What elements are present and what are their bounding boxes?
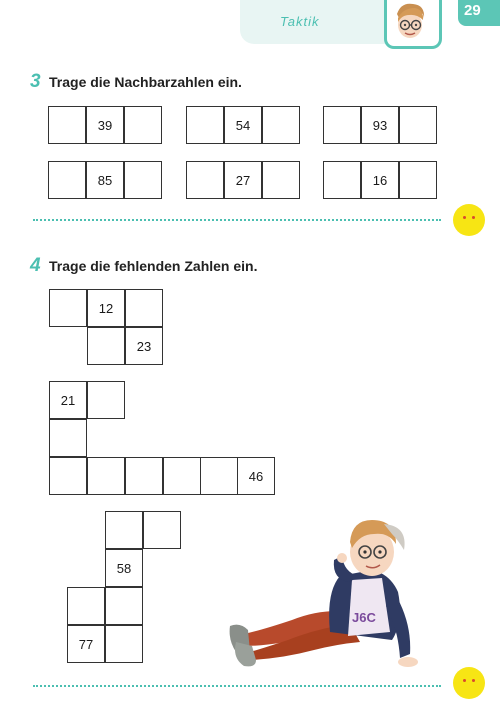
section-divider — [33, 219, 441, 221]
neighbor-group-5 — [186, 161, 300, 199]
grid-input-cell[interactable] — [49, 289, 87, 327]
neighbor-group-3 — [323, 106, 437, 144]
grid-input-cell[interactable] — [200, 457, 238, 495]
grid-given-cell: 46 — [237, 457, 275, 495]
neighbor-left-input[interactable] — [323, 161, 361, 199]
neighbor-group-4 — [48, 161, 162, 199]
neighbor-left-input[interactable] — [48, 106, 86, 144]
task-4-instruction: Trage die fehlenden Zahlen ein. — [49, 258, 258, 274]
neighbor-group-1 — [48, 106, 162, 144]
grid-input-cell[interactable] — [105, 625, 143, 663]
neighbor-left-input[interactable] — [48, 161, 86, 199]
neighbor-right-input[interactable] — [124, 106, 162, 144]
grid-input-cell[interactable] — [87, 327, 125, 365]
task-3-number: 3 — [30, 71, 41, 92]
section-divider-bottom — [33, 685, 441, 687]
grid-input-cell[interactable] — [125, 457, 163, 495]
grid-input-cell[interactable] — [125, 289, 163, 327]
grid-given-cell: 77 — [67, 625, 105, 663]
neighbor-middle-value: 85 — [86, 161, 124, 199]
grid-input-cell[interactable] — [87, 457, 125, 495]
task-4-number: 4 — [30, 255, 41, 276]
page-number: 29 — [464, 2, 481, 19]
neighbor-left-input[interactable] — [323, 106, 361, 144]
neighbor-group-6 — [323, 161, 437, 199]
tab-label: Taktik — [280, 14, 320, 29]
grid-input-cell[interactable] — [87, 381, 125, 419]
neighbor-middle-value: 16 — [361, 161, 399, 199]
shirt-text: J6C — [352, 610, 376, 625]
grid-input-cell[interactable] — [49, 457, 87, 495]
task-3-instruction: Trage die Nachbarzahlen ein. — [49, 74, 242, 90]
neighbor-middle-value: 93 — [361, 106, 399, 144]
grid-input-cell[interactable] — [105, 511, 143, 549]
neighbor-group-2 — [186, 106, 300, 144]
smiley-icon — [453, 667, 485, 699]
grid-input-cell[interactable] — [105, 587, 143, 625]
neighbor-middle-value: 39 — [86, 106, 124, 144]
neighbor-middle-value: 27 — [224, 161, 262, 199]
smiley-icon — [453, 204, 485, 236]
neighbor-right-input[interactable] — [399, 161, 437, 199]
grid-given-cell: 23 — [125, 327, 163, 365]
neighbor-right-input[interactable] — [262, 106, 300, 144]
sitting-boy-illustration — [222, 512, 432, 672]
grid-input-cell[interactable] — [49, 419, 87, 457]
grid-given-cell: 21 — [49, 381, 87, 419]
grid-given-cell: 12 — [87, 289, 125, 327]
grid-input-cell[interactable] — [67, 587, 105, 625]
grid-input-cell[interactable] — [143, 511, 181, 549]
neighbor-right-input[interactable] — [399, 106, 437, 144]
boy-avatar-icon — [387, 0, 433, 44]
grid-input-cell[interactable] — [163, 457, 201, 495]
grid-given-cell: 58 — [105, 549, 143, 587]
neighbor-left-input[interactable] — [186, 106, 224, 144]
neighbor-right-input[interactable] — [124, 161, 162, 199]
neighbor-right-input[interactable] — [262, 161, 300, 199]
avatar — [384, 0, 442, 49]
neighbor-middle-value: 54 — [224, 106, 262, 144]
neighbor-left-input[interactable] — [186, 161, 224, 199]
